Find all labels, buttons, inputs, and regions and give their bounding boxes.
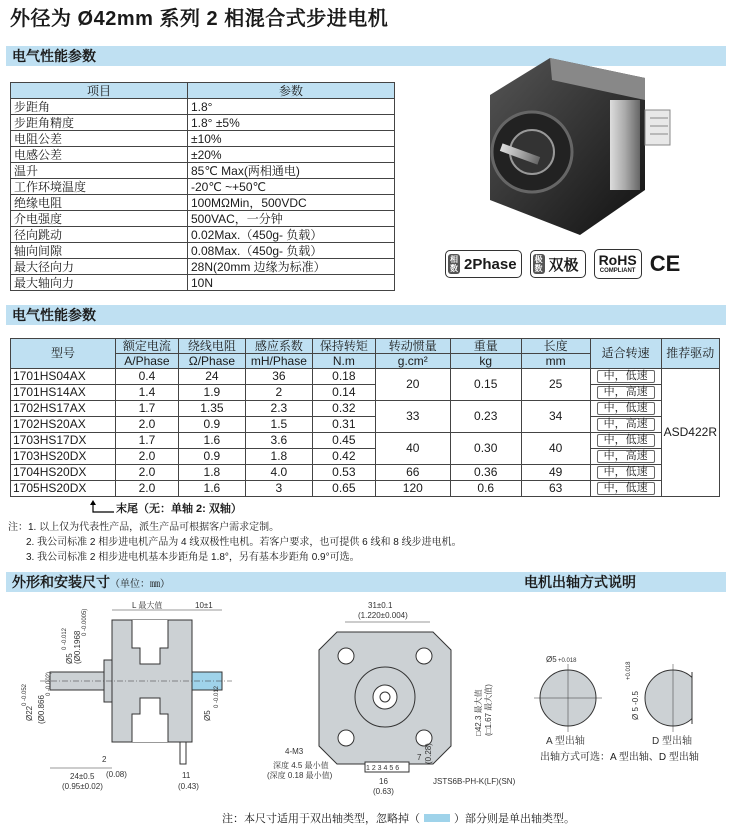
- spec-item: 电感公差: [11, 147, 188, 163]
- svg-text:深度 4.5 最小值: 深度 4.5 最小值: [273, 761, 329, 770]
- model-row: 1703HS17DX 1.7 1.6 3.6 0.45 40 0.30 40 中，低速: [11, 433, 720, 449]
- model-row: 1705HS20DX 2.0 1.6 3 0.65 120 0.6 63 中，低速: [11, 481, 720, 497]
- driver-cell: ASD422R: [661, 369, 719, 497]
- spec-value: 100MΩMin，500VDC: [188, 195, 395, 211]
- highlight-swatch: [424, 814, 450, 822]
- spec-row: [11, 147, 395, 163]
- svg-text:D 型出轴: D 型出轴: [652, 736, 692, 747]
- spec-value: 10N: [188, 275, 395, 291]
- svg-text:31±0.1: 31±0.1: [368, 601, 393, 610]
- speed-tag: 中，低速: [597, 402, 655, 415]
- svg-text:(0.28): (0.28): [424, 743, 433, 764]
- model-name: 1702HS17AX: [11, 401, 116, 417]
- spec-value: 28N(20mm 边缘为标准）: [188, 259, 395, 275]
- spec-row: [11, 163, 395, 179]
- svg-text:+0.018: +0.018: [558, 658, 577, 664]
- speed-tag: 中，高速: [597, 418, 655, 431]
- svg-text:10±1: 10±1: [195, 601, 213, 610]
- spec-value: 0.02Max.（450g- 负载）: [188, 227, 395, 243]
- speed-tag: 中，低速: [597, 370, 655, 383]
- svg-text:16: 16: [379, 777, 388, 786]
- svg-text:+0.018: +0.018: [626, 661, 632, 680]
- spec-row: [11, 227, 395, 243]
- svg-text:(0.43): (0.43): [178, 782, 199, 791]
- speed-tag: 中，低速: [597, 466, 655, 479]
- spec-row: [11, 99, 395, 115]
- motor-image: [460, 40, 690, 240]
- tail-note: 末尾（无：单轴 2: 双轴）: [90, 500, 242, 516]
- svg-text:(0.08): (0.08): [106, 770, 127, 779]
- svg-text:(□1.67 最大值): (□1.67 最大值): [484, 684, 493, 736]
- note-3: 3. 我公司标准 2 相步进电机基本步距角是 1.8°，另有基本步距角 0.9°可选。: [26, 552, 360, 563]
- spec-item: 介电强度: [11, 211, 188, 227]
- speed-tag: 中，低速: [597, 482, 655, 495]
- arrow-icon: [90, 500, 116, 516]
- model-name: 1701HS14AX: [11, 385, 116, 401]
- spec-table: [10, 82, 395, 291]
- spec-row: [11, 195, 395, 211]
- svg-text:24±0.5: 24±0.5: [70, 772, 95, 781]
- spec-item: 最大径向力: [11, 259, 188, 275]
- spec-row: [11, 275, 395, 291]
- spec-row: [11, 131, 395, 147]
- spec-header-item: 项目: [11, 83, 188, 99]
- svg-text:0 -0.052: 0 -0.052: [22, 683, 28, 706]
- speed-tag: 中，高速: [597, 450, 655, 463]
- svg-text:A 型出轴: A 型出轴: [546, 736, 585, 747]
- spec-value: ±10%: [188, 131, 395, 147]
- section-header-shaft: 电机出轴方式说明: [524, 574, 636, 590]
- note-1: 注：1. 以上仅为代表性产品，派生产品可根据客户需求定制。: [8, 522, 280, 533]
- shaft-types-drawing: [528, 640, 728, 760]
- svg-text:Ø5: Ø5: [203, 710, 212, 721]
- spec-value: ±20%: [188, 147, 395, 163]
- spec-item: 绝缘电阻: [11, 195, 188, 211]
- model-name: 1704HS20DX: [11, 465, 116, 481]
- model-name: 1703HS20DX: [11, 449, 116, 465]
- svg-text:JSTS6B-PH-K(LF)(SN): JSTS6B-PH-K(LF)(SN): [433, 777, 516, 786]
- spec-item: 温升: [11, 163, 188, 179]
- model-name: 1703HS17DX: [11, 433, 116, 449]
- svg-text:4-M3: 4-M3: [285, 747, 304, 756]
- svg-text:7: 7: [417, 753, 422, 762]
- svg-text:0 -0.0005): 0 -0.0005): [82, 608, 88, 636]
- front-view-drawing: [255, 596, 520, 796]
- model-name: 1702HS20AX: [11, 417, 116, 433]
- model-name: 1705HS20DX: [11, 481, 116, 497]
- pole-badge: 极 数 双极: [530, 250, 586, 278]
- svg-text:(0.95±0.02): (0.95±0.02): [62, 782, 103, 791]
- spec-item: 最大轴向力: [11, 275, 188, 291]
- model-row: 1701HS14AX 1.4 1.9 2 0.14 中，高速: [11, 385, 720, 401]
- notes: [8, 520, 462, 565]
- svg-text:(深度 0.18 最小值): (深度 0.18 最小值): [267, 771, 333, 780]
- spec-value: -20℃ ~+50℃: [188, 179, 395, 195]
- shaft-option-note: 出轴方式可选：A 型出轴、D 型出轴: [540, 752, 699, 763]
- svg-text:(1.220±0.004): (1.220±0.004): [358, 611, 408, 620]
- spec-header-param: 参数: [188, 83, 395, 99]
- svg-text:L 最大值: L 最大值: [132, 601, 163, 610]
- side-view-drawing: [10, 596, 250, 796]
- model-row: 1704HS20DX 2.0 1.8 4.0 0.53 66 0.36 49 中，低速: [11, 465, 720, 481]
- svg-text:Ø22: Ø22: [25, 705, 34, 721]
- svg-text:0 -0.012: 0 -0.012: [214, 685, 220, 708]
- spec-row: [11, 211, 395, 227]
- svg-text:0 -0.002): 0 -0.002): [46, 671, 52, 696]
- svg-text:2: 2: [102, 755, 107, 764]
- spec-value: 1.8° ±5%: [188, 115, 395, 131]
- speed-tag: 中，低速: [597, 434, 655, 447]
- svg-text:Ø 5 -0.5: Ø 5 -0.5: [631, 691, 640, 720]
- spec-item: 工作环境温度: [11, 179, 188, 195]
- spec-item: 步距角精度: [11, 115, 188, 131]
- spec-value: 500VAC，一分钟: [188, 211, 395, 227]
- svg-text:(Ø0.1968: (Ø0.1968: [73, 630, 82, 664]
- phase-badge: 相 数 2Phase: [445, 250, 522, 278]
- svg-text:Ø5: Ø5: [546, 655, 557, 664]
- spec-row: [11, 259, 395, 275]
- ce-mark: CE: [649, 251, 681, 276]
- spec-value: 85℃ Max(两相通电): [188, 163, 395, 179]
- spec-value: 1.8°: [188, 99, 395, 115]
- bottom-note: 注：本尺寸适用于双出轴类型，忽略掉（ ）部分则是单出轴类型。: [222, 813, 575, 825]
- svg-text:11: 11: [182, 771, 191, 780]
- svg-text:1 2 3 4 5 6: 1 2 3 4 5 6: [366, 765, 400, 772]
- note-2: 2. 我公司标准 2 相步进电机产品为 4 线双极性电机。若客户要求，也可提供 6 线和 8 线步进电机。: [26, 537, 462, 548]
- spec-item: 步距角: [11, 99, 188, 115]
- spec-row: [11, 243, 395, 259]
- model-row: 1702HS20AX 2.0 0.9 1.5 0.31 中，高速: [11, 417, 720, 433]
- speed-tag: 中，高速: [597, 386, 655, 399]
- spec-row: [11, 179, 395, 195]
- svg-text:□42.3 最大值: □42.3 最大值: [474, 689, 483, 736]
- spec-item: 轴向间隙: [11, 243, 188, 259]
- svg-text:(Ø0.866: (Ø0.866: [37, 695, 46, 724]
- section-header-electrical: 电气性能参数: [6, 46, 726, 66]
- page-title: 外径为 Ø42mm 系列 2 相混合式步进电机: [10, 8, 389, 30]
- section-header-dimensions: 外形和安装尺寸（单位：㎜） 电机出轴方式说明: [6, 572, 726, 592]
- rohs-badge: RoHS COMPLIANT: [594, 249, 642, 279]
- col-model: 型号: [11, 339, 116, 369]
- section-header-models: 电气性能参数: [6, 305, 726, 325]
- model-row: 1702HS17AX 1.7 1.35 2.3 0.32 33 0.23 34 中，低速: [11, 401, 720, 417]
- model-row: 1701HS04AX 0.4 24 36 0.18 20 0.15 25 中，低速 ASD422R: [11, 369, 720, 385]
- svg-text:(0.63): (0.63): [373, 787, 394, 796]
- spec-value: 0.08Max.（450g- 负载）: [188, 243, 395, 259]
- spec-item: 径向跳动: [11, 227, 188, 243]
- model-name: 1701HS04AX: [11, 369, 116, 385]
- spec-item: 电阻公差: [11, 131, 188, 147]
- svg-text:0 -0.012: 0 -0.012: [62, 627, 68, 650]
- svg-text:Ø5: Ø5: [65, 653, 74, 664]
- model-row: 1703HS20DX 2.0 0.9 1.8 0.42 中，高速: [11, 449, 720, 465]
- spec-row: [11, 115, 395, 131]
- model-table: 型号 额定电流 绕线电阻 感应系数 保持转矩 转动惯量 重量 长度 适合转速 推荐驱动 A/Phase Ω/Phase mH/Phase N.m g.cm² kg mm 1701HS04AX 0.4 24 36 0.18 20 0.15 25 中，低速 ASD422R 1701HS14AX 1.4 1.9 2 0.14 中，高速 1702HS17AX 1.7 1.35 2.3 0.32 33 0.23 34 中，低速 1702HS20AX 2.0 0.9 1.5 0.31 中，高速 1703HS17DX 1.7 1.6 3.6 0.45 40 0.30 40 中，低速 1703HS20DX 2.0 0.9 1.8 0.42 中，高速 1704HS20DX 2.0 1.8 4.0 0.53 66 0.36 49 中，低速 1705HS20DX 2.0 1.6 3 0.65 120 0.6 63 中，低速: [10, 338, 720, 497]
